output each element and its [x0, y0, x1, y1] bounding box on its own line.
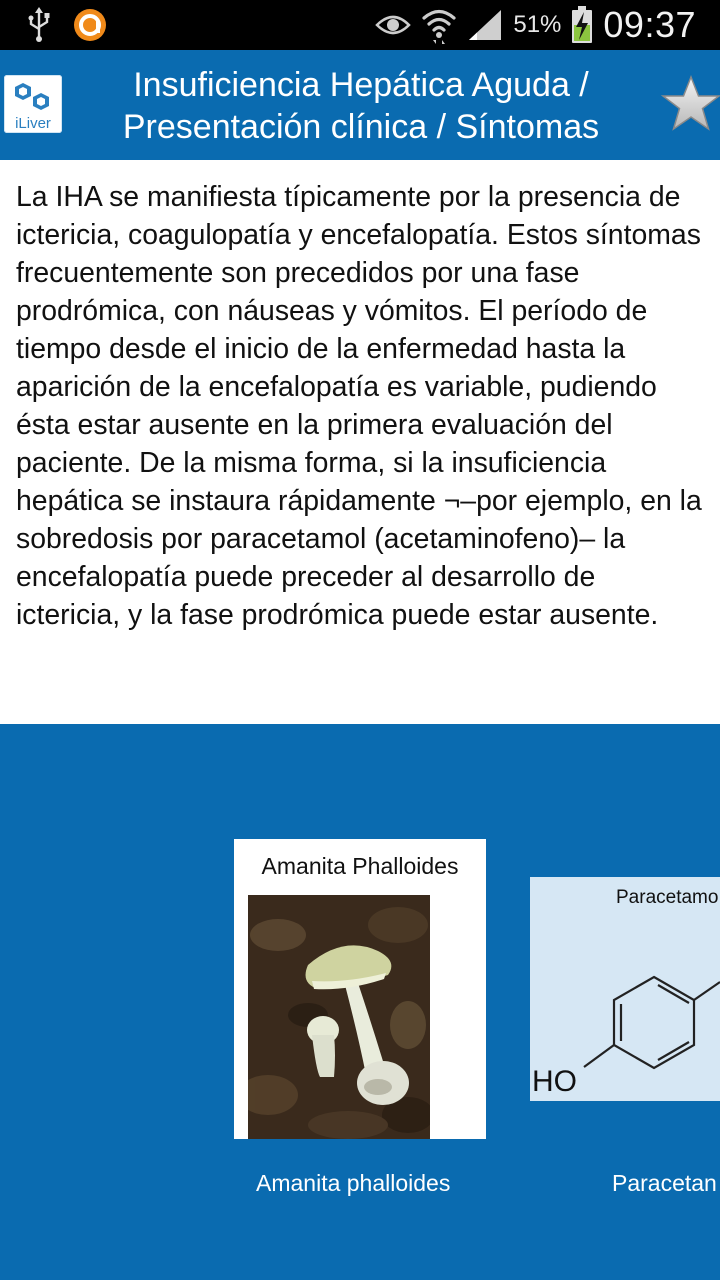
- eye-icon: [375, 12, 411, 38]
- clock: 09:37: [603, 4, 696, 45]
- avast-icon: [72, 7, 108, 43]
- wifi-icon: [421, 5, 457, 45]
- content-panel: [0, 160, 720, 724]
- title-line-2: Presentación clínica / Síntomas: [122, 108, 600, 146]
- logo-text: iLiver: [15, 115, 51, 132]
- mushroom-photo: [248, 895, 430, 1139]
- hexagon-logo-icon: [4, 77, 62, 117]
- usb-icon: [26, 7, 52, 43]
- status-bar: [0, 0, 720, 50]
- molecule-label: HO: [532, 1065, 577, 1098]
- gallery-item-paracetamol[interactable]: [530, 877, 720, 1101]
- page-title: [74, 64, 648, 148]
- body-text: La IHA se manifiesta típicamente por la presencia de ictericia, coagulopatía y encefalopatía. Estos síntomas frecuentemente son precedidos por una fase prodrómica, con náuseas y vómitos. El período de tiempo desde el inicio de la enfermedad hasta la aparición de la encefalopatía es variable, pudiendo ésta estar ausente en la primera evaluación del paciente. De la misma forma, si la insuficiencia hepática se instaura rápidamente ¬–por ejemplo, en la sobredosis por paracetamol (acetaminofeno)– la encefalopatía puede preceder al desarrollo de ictericia, y la fase prodrómica puede estar ausente.: [16, 181, 702, 631]
- favorite-button[interactable]: [660, 75, 720, 133]
- battery-charging-icon: [571, 6, 593, 44]
- caption-amanita: Amanita phalloides: [256, 1170, 451, 1196]
- app-logo[interactable]: [4, 75, 62, 133]
- gallery-item-amanita[interactable]: [234, 839, 486, 1139]
- signal-icon: [467, 8, 503, 42]
- image-title: Paracetamo: [616, 887, 719, 908]
- title-line-1: Insuficiencia Hepática Aguda /: [133, 66, 589, 104]
- caption-paracetamol: Paracetan: [612, 1170, 717, 1196]
- title-bar: [0, 50, 720, 160]
- image-title: Amanita Phalloides: [261, 853, 459, 879]
- star-icon: [660, 75, 720, 133]
- battery-percent: 51%: [513, 11, 562, 38]
